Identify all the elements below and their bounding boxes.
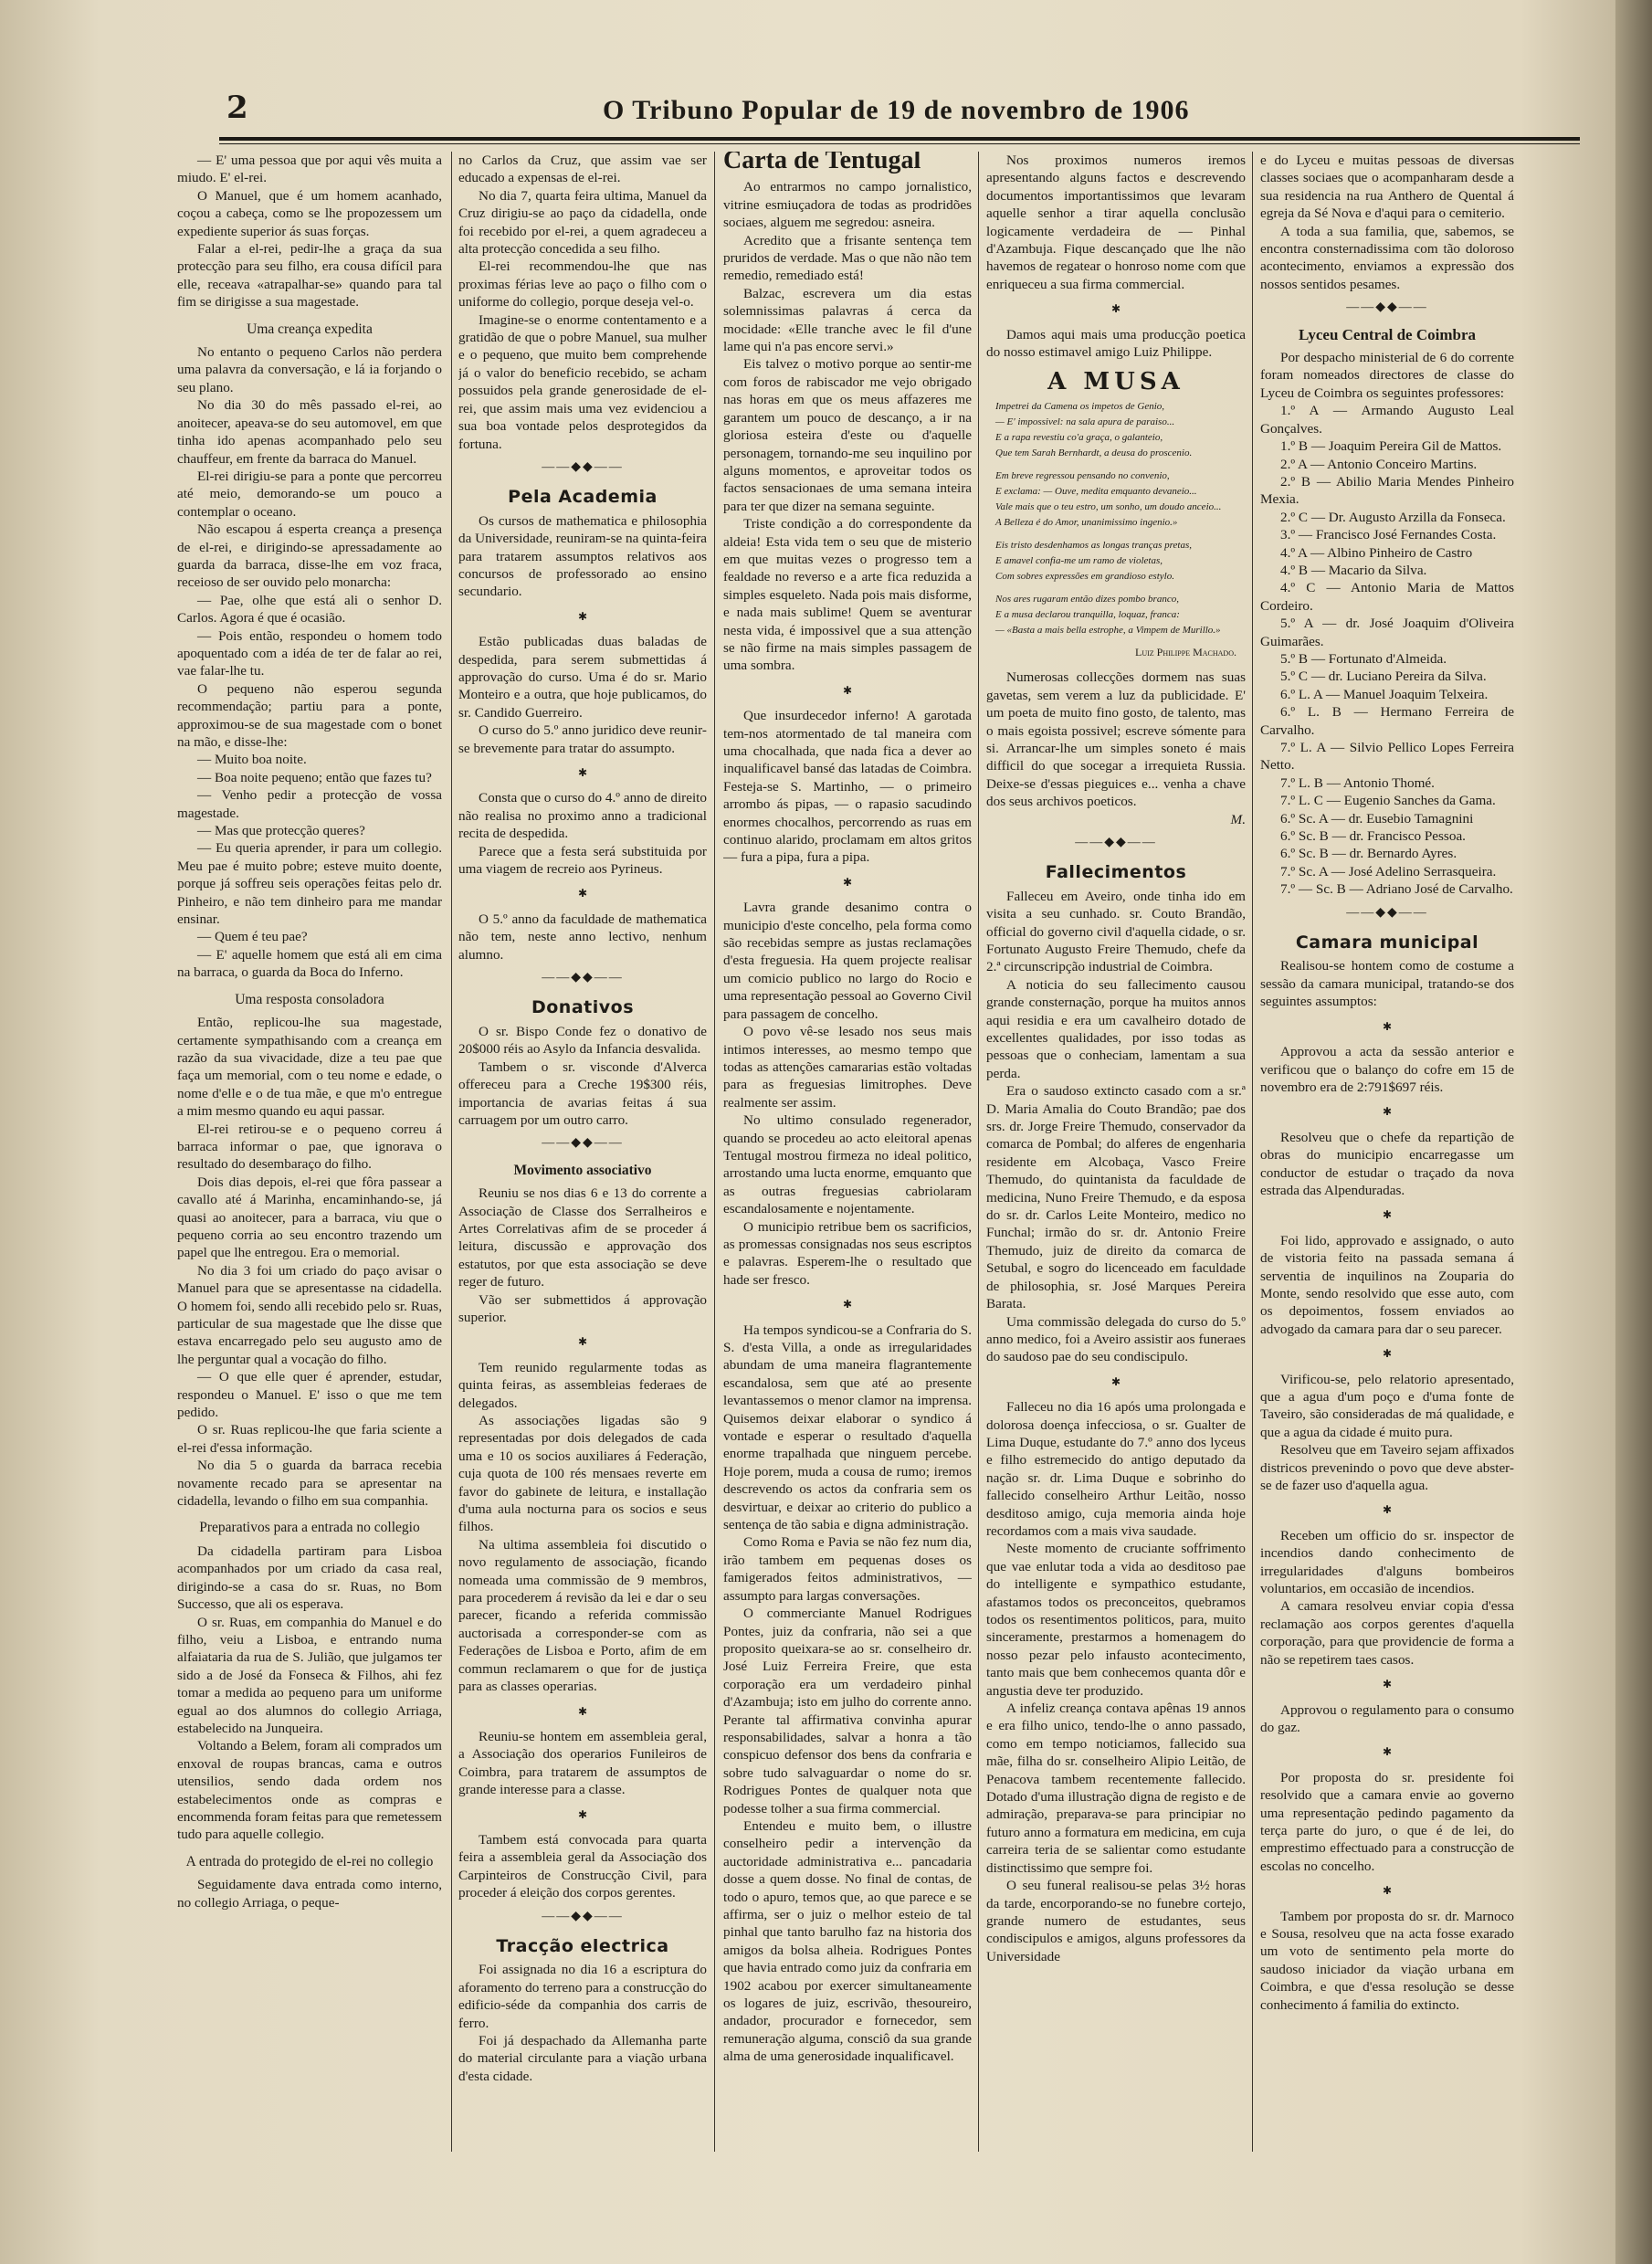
paragraph: El-rei recommendou-lhe que nas proximas férias leve ao paço o filho com o uniforme do collegio, porque deseja vel-o.: [458, 258, 707, 311]
paragraph: Estão publicadas duas baladas de despedida, para serem submettidas á approvação do curso. Uma é do sr. Mario Monteiro e a outra, que hoje publicamos, do sr. Candido Guerreiro.: [458, 634, 707, 721]
poem: [995, 399, 1246, 638]
paragraph: No entanto o pequeno Carlos não perdera uma palavra da conversação, e lá ia forjando o seu plano.: [177, 344, 442, 395]
ornament-divider: ——◆◆——: [542, 971, 624, 985]
list-item: 6.º Sc. B — dr. Bernardo Ayres.: [1280, 846, 1457, 862]
list-item: 6.º L. B — Hermano Ferreira de Carvalho.: [1260, 704, 1514, 738]
list-item: 3.º — Francisco José Fernandes Costa.: [1280, 527, 1497, 543]
header-rule: [219, 137, 1580, 141]
list-item: 2.º A — Antonio Conceiro Martins.: [1280, 456, 1478, 472]
paragraph: A toda a sua familia, que, sabemos, se encontra consternadissima com tão doloroso acontecimento, enviamos a expressão dos nossos sentidos pesames.: [1260, 223, 1514, 292]
paragraph: O 5.º anno da faculdade de mathematica não tem, neste anno lectivo, nenhum alumno.: [458, 911, 707, 963]
column-divider: [1252, 152, 1253, 2152]
poem-line: — «Basta a mais bella estrophe, a Vimpem de Murillo.»: [995, 624, 1221, 636]
list-item: 7.º — Sc. B — Adriano José de Carvalho.: [1280, 881, 1513, 898]
ornament-divider: ——◆◆——: [542, 1909, 624, 1923]
paragraph: Consta que o curso do 4.º anno de direito não realisa no proximo anno a tradicional recita de despedida.: [458, 790, 707, 842]
article-title: Carta de Tentugal: [723, 152, 921, 174]
paragraph: Era o saudoso extincto casado com a sr.ª D. Maria Amalia do Couto Brandão; pae dos srs. dr. Jorge Freire Themudo, conservador da comarca de Pombal; do alferes de engenharia residente em Alcobaça, Vasco Freire Themudo, do quintanista da faculdade de medicina, Nuno Freire Themudo, e da esposa do sr. dr. Carlos Leite Monteiro, medico no Funchal; irmão do sr. dr. Antonio Freire Themudo, juiz de direito da comarca de Setubal, e sogro do licenceado em faculdade de philosophia, sr. José Marques Pereira Barata.: [986, 1083, 1246, 1312]
list-item: 4.º A — Albino Pinheiro de Castro: [1280, 544, 1473, 561]
paragraph: no Carlos da Cruz, que assim vae ser educado a expensas de el-rei.: [458, 153, 707, 186]
paragraph: El-rei dirigiu-se para a ponte que percorreu até meio, demorando-se um pouco a contemplar o oceano.: [177, 468, 442, 520]
paragraph: Imagine-se o enorme contentamento e a gratidão de que o pobre Manuel, sua mulher e o pequeno, que muito bem comprehende já o valor do beneficio recebido, se acham possuidos pela grande generosidade de el-rei, que assim mais uma vez evidenciou a sua boa vontade pelos desprotegidos da fortuna.: [458, 311, 707, 452]
separator-star: ✱: [577, 1335, 588, 1349]
list-item: 1.º A — Armando Augusto Leal Gonçalves.: [1260, 403, 1514, 437]
paragraph: — Eu queria aprender, ir para um collegio. Meu pae é muito pobre; esteve muito doente, porque já soffreu seis operações feitas pelo dr. Pinheiro, e não tem dinheiro para me mandar ensinar.: [177, 840, 442, 928]
paragraph: Seguidamente dava entrada como interno, no collegio Arriaga, o peque-: [177, 1877, 442, 1911]
paragraph: Virificou-se, pelo relatorio apresentado, que a agua d'um poço e d'uma fonte de Taveiro, são consideradas de má qualidade, e que a agua da cidade é muito pura.: [1260, 1371, 1514, 1440]
paragraph: Por despacho ministerial de 6 do corrente foram nomeados directores de classe do Lyceu de Coimbra os seguintes professores:: [1260, 350, 1514, 401]
poem-line: — E' impossivel: na sala apura de paraiso...: [995, 416, 1175, 427]
ornament-divider: ——◆◆——: [542, 459, 624, 474]
paragraph: Falar a el-rei, pedir-lhe a graça da sua protecção para seu filho, era cousa difícil para elle, receava «atrapalhar-se» quando para tal fim se dirigisse a sua magestade.: [177, 241, 442, 311]
paragraph: O sr. Bispo Conde fez o donativo de 20$000 réis ao Asylo da Infancia desvalida.: [458, 1023, 707, 1058]
poem-line: E a rapa revestiu co'a graça, o galanteio,: [995, 431, 1163, 443]
ornament-divider: ——◆◆——: [1346, 905, 1428, 920]
poem-line: Nos ares rugaram então dizes pombo branco,: [995, 593, 1179, 605]
paragraph: Approvou o regulamento para o consumo do gaz.: [1260, 1701, 1514, 1735]
paragraph: Foi assignada no dia 16 a escriptura do aforamento do terreno para a construcção do edificio-séde da companhia dos carris de ferro.: [458, 1962, 707, 2031]
paragraph: No dia 30 do mês passado el-rei, ao anoitecer, apeava-se do seu automovel, em que tinha ido apenas acompanhado pelo seu chauffeur, em frente da barraca do Manuel.: [177, 397, 442, 467]
paragraph: Não escapou á esperta creança a presença de el-rei, e dirigindo-se apressadamente ao guarda da barraca, disse-lhe em voz fraca, receioso de ser ouvido pelo monarcha:: [177, 521, 442, 591]
paragraph: A noticia do seu fallecimento causou grande consternação, porque ha muitos annos aqui residia e era um cavalheiro dotado de excellentes qualidades, por isso todas as pessoas que o conheciam, lamentam a sua perda.: [986, 976, 1246, 1081]
poem-line: Eis tristo desdenhamos as longas tranças pretas,: [995, 539, 1193, 551]
column-2: [458, 152, 707, 2152]
paragraph: Ha tempos syndicou-se a Confraria do S. S. d'esta Villa, a onde as irregularidades abundam de uma maneira flagrantemente escandalosa, sem que até ao presente levantassemos o menor clamor na imprensa. Quisemos deixar elaborar o syndico á vontade e esperar o resultado d'aquella enorme trapalhada que ninguem percebe. Hoje porem, muda a cousa de rumo; iremos descrevendo os actos da confraria sem os desvirtuar, e deixar ao criterio do publico a sentença de tão sabia e digna administração.: [723, 1322, 972, 1533]
paragraph: Uma commissão delegada do curso do 5.º anno medico, foi a Aveiro assistir aos funeraes do saudoso pae do seu condiscipulo.: [986, 1313, 1246, 1365]
column-4: [986, 152, 1246, 2152]
paragraph: — E' aquelle homem que está ali em cima na barraca, o guarda da Boca do Inferno.: [177, 946, 442, 981]
separator-star: ✱: [1382, 1347, 1393, 1361]
page-header: [219, 88, 1580, 133]
paragraph: No ultimo consulado regenerador, quando se procedeu ao acto eleitoral apenas Tentugal mostrou firmeza no ideal politico, arrostando uma lucta enorme, emquanto que as outras freguesias cabriolaram escandalosamente e nojentamente.: [723, 1112, 972, 1217]
paragraph: Receben um officio do sr. inspector de incendios dando conhecimento de irregularidades d'alguns bombeiros voluntarios, em occasião de incendios.: [1260, 1527, 1514, 1597]
list-item: 5.º A — dr. José Joaquim d'Oliveira Guimarães.: [1260, 616, 1514, 649]
poem-signature: Luiz Philippe Machado.: [1134, 645, 1236, 658]
paragraph: Realisou-se hontem como de costume a sessão da camara municipal, tratando-se dos seguintes assumptos:: [1260, 958, 1514, 1010]
list-item: 6.º L. A — Manuel Joaquim Telxeira.: [1280, 686, 1489, 702]
paragraph: Balzac, escrevera um dia estas solemnissimas palavras á cerca da mocidade: «Elle tranche avec le fil d'une lame qui n'a pas encore servi.»: [723, 285, 972, 355]
paragraph: Numerosas collecções dormem nas suas gavetas, sem verem a luz da publicidade. E' um poeta de muito fino gosto, de talento, mas o mais egoista possivel; escreve sómente para si. Arrancar-lhe um simples soneto é mais difficil do que socegar a irrequieta Russia. Deixe-se d'essas pieguices e... venha a chave dos seus archivos poeticos.: [986, 669, 1246, 810]
section-heading: Lyceu Central de Coimbra: [1298, 325, 1477, 343]
list-item: 4.º C — Antonio Maria de Mattos Cordeiro.: [1260, 580, 1514, 614]
paragraph: Que insurdecedor inferno! A garotada tem-nos atormentado de tal maneira com uma chocalhada, que nada fica a dever ao inqualificavel bansé das latadas de Coimbra. Festeja-se S. Martinho, — o primeiro arrombo ás pipas, — o rapasio sacudindo enormes chocalhos, percorrendo as ruas em continuo alarido, proclamam em altos gritos — fura a pipa, fura a pipa.: [723, 708, 972, 866]
paragraph: Reuniu se nos dias 6 e 13 do corrente a Associação de Classe dos Serralheiros e Artes Correlativas afim de se proceder á leitura, discussão e approvação dos estatutos, por que esta associação se deve reger de futuro.: [458, 1185, 707, 1290]
poem-line: Que tem Sarah Bernhardt, a deusa do proscenio.: [995, 447, 1193, 458]
paragraph: As associações ligadas são 9 representadas por dois delegados de cada uma e 10 os socios auxiliares á Federação, cuja quota de 100 rés mensaes reverte em favor do gabinete de leitura, e installação d'uma aula nocturna para os socios e seus filhos.: [458, 1413, 707, 1535]
paragraph: O commerciante Manuel Rodrigues Pontes, juiz da confraria, não sei a que proposito queixara-se ao sr. conselheiro dr. José Luiz Ferreira Freire, que esta corporação era um verdadeiro pinhal d'Azambuja; isto em julho do corrente anno. Perante tal affirmativa convinha apurar responsabilidades, salvar a honra a tão conspicuo defensor dos bens da confraria e sobre tudo salvaguardar o nome do sr. Rodrigues Pontes de qualquer nota que podesse tolher a sua firma commercial.: [723, 1606, 972, 1816]
header-rule-thin: [219, 143, 1580, 144]
paragraph: O Manuel, que é um homem acanhado, coçou a cabeça, como se lhe propozessem um expediente superior ás suas forças.: [177, 187, 442, 239]
list-item: 7.º L. B — Antonio Thomé.: [1280, 774, 1435, 791]
poem-line: Com sobres expressões em grandioso estylo.: [995, 570, 1174, 582]
separator-star: ✱: [842, 1298, 853, 1311]
poem-title: A MUSA: [1047, 368, 1184, 396]
section-heading: Tracção electrica: [496, 1935, 669, 1956]
paragraph: Parece que a festa será substituida por uma viagem de recreio aos Pyrineus.: [458, 843, 707, 878]
poem-line: E a musa declarou tranquilla, loquaz, franca:: [995, 608, 1180, 620]
paragraph: Por proposta do sr. presidente foi resolvido que a camara envie ao governo uma representação pedindo pagamento da terça parte do juro, o que é de lei, do emprestimo effectuado para a construcção de escolas no concelho.: [1260, 1769, 1514, 1874]
separator-star: ✱: [577, 1807, 588, 1821]
paragraph: No dia 7, quarta feira ultima, Manuel da Cruz dirigiu-se ao paço da cidadella, onde foi recebido por el-rei, a quem agradeceu a alta protecção concedida a seu filho.: [458, 187, 707, 258]
list-item: 1.º B — Joaquim Pereira Gil de Mattos.: [1280, 438, 1502, 455]
separator-star: ✱: [1382, 1745, 1393, 1759]
paragraph: Nos proximos numeros iremos apresentando alguns factos e descrevendo documentos importantissimos que levaram aquelle senhor a tirar aquella conclusão logicamente verdadeira de — Pinhal d'Azambuja. Fique descançado que lhe não havemos de regatear o honroso nome com que enriqueceu a sua firma commercial.: [986, 153, 1246, 292]
paragraph: Foi lido, approvado e assignado, o auto de vistoria feito na passada semana á serventia de inquilinos na Zouparia do Monte, sendo resolvido que esse auto, com os depoimentos, fossem enviados ao advogado da camara para dar o seu parecer.: [1260, 1232, 1514, 1337]
column-3: [723, 152, 972, 2152]
paragraph: — Pois então, respondeu o homem todo apoquentado com a idéa de ter de falar ao rei, vae falar-lhe tu.: [177, 627, 442, 679]
ornament-divider: ——◆◆——: [1075, 835, 1157, 849]
paragraph: Os cursos de mathematica e philosophia da Universidade, reuniram-se na quinta-feira para tratarem assumptos relativos aos concursos de professorado ao ensino secundario.: [458, 512, 707, 600]
separator-star: ✱: [1382, 1678, 1393, 1691]
list-item: 7.º L. A — Silvio Pellico Lopes Ferreira Netto.: [1260, 740, 1514, 774]
paragraph: A infeliz creança contava apênas 19 annos e era filho unico, tendo-lhe o anno passado, como em tempo noticiamos, fallecido sua mãe, filha do sr. conselheiro Alipio Leitão, de Penacova tambem recentemente fallecido. Dotado d'uma illustração digna de registo e de admiração, preparava-se para principiar no futuro anno a formatura em medicina, em cuja carreira teria de se salientar como estudante distinctissimo que sempre foi.: [986, 1701, 1246, 1876]
masthead: O Tribuno Popular de 19 de novembro de 1906: [603, 95, 1190, 125]
paragraph: A camara resolveu enviar copia d'essa reclamação aos corpos gerentes d'aquella corporação, para que providencie de forma a não se repetirem taes casos.: [1260, 1598, 1514, 1668]
paragraph: Triste condição a do correspondente da aldeia! Esta vida tem o seu que de misterio em que muitas vezes o progresso tem a fealdade no reverso e a arte fica reduzida a simples esqueleto. Nada pois mais disforme, e nada mais sublime! Quem se aventurar nesta vida, é impossivel que a sua attenção se não firme na mais simples passagem de uma sombra.: [723, 516, 972, 674]
paragraph: Na ultima assembleia foi discutido o novo regulamento de associação, ficando nomeada uma commissão de 9 membros, para procederem á revisão da lei e dar o seu parecer, ficando a referida commissão auctorisada a corresponder-se com as Federações de Lisboa e Porto, afim de em commun reclamarem o que for de justiça para as classes operarias.: [458, 1536, 707, 1695]
subheading: Preparativos para a entrada no collegio: [199, 1520, 420, 1536]
paragraph: O seu funeral realisou-se pelas 3½ horas da tarde, encorporando-se no funebre cortejo, grande numero de estudantes, seus condiscipulos e amigos, alguns professores da Universidade: [986, 1878, 1246, 1964]
paragraph: Reuniu-se hontem em assembleia geral, a Associação dos operarios Funileiros de Coimbra, para tratarem de assumptos de grande interesse para a classe.: [458, 1728, 707, 1798]
separator-star: ✱: [1382, 1208, 1393, 1222]
paragraph: — Venho pedir a protecção de vossa magestade.: [177, 787, 442, 821]
paragraph: Resolveu que o chefe da repartição de obras do municipio encarregasse um conductor de estudar o traçado da nova estrada das Alpenduradas.: [1260, 1129, 1514, 1198]
separator-star: ✱: [842, 683, 853, 697]
separator-star: ✱: [577, 1704, 588, 1718]
list-item: 6.º Sc. B — dr. Francisco Pessoa.: [1280, 828, 1466, 845]
paragraph: Entendeu e muito bem, o illustre conselheiro pedir a intervenção da auctoridade administrativa e... pancadaria dosse a quem dosse. No final de contas, de todo o apuro, temos que, ao que parece e se affirma, ser o juiz o melhor esteio de tal pinhal que tanto barulho faz na historia dos amigos da bolsa alheia. Rodrigues Pontes que havia entrado como juiz da confraria em 1902 acabou por exercer simultaneamente os logares de juiz, escrivão, thesoureiro, andador, procurador e fornecedor, sem remuneração alguma, consciô da sua grande alma de uma generosidade inqualificavel.: [723, 1817, 972, 2065]
paragraph: Ao entrarmos no campo jornalistico, vitrine esmiuçadora de todas as prodridões sociaes, alguem me segredou: asneira.: [723, 179, 972, 231]
separator-star: ✱: [1382, 1019, 1393, 1033]
paragraph: — Muito boa noite.: [197, 752, 307, 768]
paragraph: Neste momento de cruciante soffrimento que vae enlutar toda a vida ao desditoso pae do intelligente e sympathico estudante, afastamos todos os preconceitos, quebramos todos os resentimentos politicos, para, muito sinceramente, prestarmos a homenagem do nosso pezar pelo infausto acontecimento, tanto mais que bem conhecemos quanta dôr e angustia deve ter produzido.: [986, 1541, 1246, 1699]
paragraph: El-rei retirou-se e o pequeno correu á barraca informar o pae, que ignorava o resultado do desembaraço do filho.: [177, 1121, 442, 1173]
section-heading: Camara municipal: [1295, 932, 1479, 953]
separator-star: ✱: [1382, 1503, 1393, 1517]
paragraph: Eis talvez o motivo porque ao sentir-me com foros de rabiscador me vejo obrigado nas horas em que os meus affazeres me garantem um pouco de descanço, a ir na gloriosa esteira d'este ou d'aquelle personagem, tornando-me seu inquilino por alguns momentos, e aproveitar todos os factos sensacionaes de uma semana inteira para ter que dizer na semana seguinte.: [723, 356, 972, 514]
paragraph: — Mas que protecção queres?: [197, 823, 365, 839]
paragraph: — Quem é teu pae?: [197, 929, 308, 945]
subheading: A entrada do protegido de el-rei no collegio: [185, 1853, 434, 1869]
poem-line: Em breve regressou pensando no convenio,: [995, 469, 1170, 481]
ornament-divider: ——◆◆——: [542, 1136, 624, 1151]
list-item: 7.º L. C — Eugenio Sanches da Gama.: [1280, 793, 1496, 809]
paragraph: No dia 5 o guarda da barraca recebia novamente recado para se apresentar na cidadella, levando o filho em sua companhia.: [177, 1458, 442, 1510]
paragraph: Foi já despachado da Allemanha parte do material circulante para a viação urbana d'esta cidade.: [458, 2033, 707, 2084]
paragraph: O curso do 5.º anno juridico deve reunir-se brevemente para tratar do assumpto.: [458, 722, 707, 756]
separator-star: ✱: [1382, 1105, 1393, 1119]
separator-star: ✱: [577, 887, 588, 900]
paragraph: Tambem o sr. visconde d'Alverca offereceu para a Creche 19$300 réis, importancia de avarias feitas á sua carruagem por um outro carro.: [458, 1058, 707, 1128]
separator-star: ✱: [842, 875, 853, 889]
column-5: [1260, 152, 1514, 2152]
section-heading: Fallecimentos: [1045, 862, 1187, 883]
paragraph: Vão ser submettidos á approvação superior.: [458, 1291, 707, 1325]
paragraph: — Boa noite pequeno; então que fazes tu?: [197, 769, 432, 785]
list-item: 4.º B — Macario da Silva.: [1280, 562, 1427, 578]
list-item: 2.º C — Dr. Augusto Arzilla da Fonseca.: [1280, 509, 1506, 525]
paragraph: Da cidadella partiram para Lisboa acompanhados por um criado da casa real, dirigindo-se a casa do sr. Ruas, no Bom Successo, que ali os esperava.: [177, 1543, 442, 1613]
paragraph: Voltando a Belem, foram ali comprados um enxoval de roupas brancas, cama e outros utensilios, sendo dada ordem nos estabelecimentos onde as compras e encommenda foram feitas para que remetessem tudo para aquelle collegio.: [177, 1738, 442, 1843]
paragraph: Dois dias depois, el-rei que fôra passear a cavallo até á Marinha, encaminhando-se, já quasi ao anoitecer, para a barraca, viu que o pequeno corria ao seu encontro trazendo um papel que lhe entregou. Era o memorial.: [177, 1174, 442, 1261]
paragraph: O sr. Ruas replicou-lhe que faria sciente a el-rei d'essa informação.: [177, 1422, 442, 1456]
paragraph: O municipio retribue bem os sacrificios, as promessas consignadas nos seus escriptos e palavras. Esperem-lhe o resultado que hade ser fresco.: [723, 1218, 972, 1288]
paragraph: Tambem está convocada para quarta feira a assembleia geral da Associação dos Carpinteiros de Construcção Civil, para proceder á eleição dos corpos gerentes.: [458, 1831, 707, 1901]
poem-line: Impetrei da Camena os impetos de Genio,: [995, 400, 1165, 412]
poem-line: E amavel confia-me um ramo de violetas,: [995, 554, 1163, 566]
paragraph: Damos aqui mais uma producção poetica do nosso estimavel amigo Luiz Philippe.: [986, 326, 1246, 361]
section-heading: Movimento associativo: [513, 1162, 652, 1178]
paragraph: O sr. Ruas, em companhia do Manuel e do filho, veiu a Lisboa, e entrando numa alfaiataria da rua de S. Julião, que julgamos ter sido a de José da Fonseca & Filhos, ahi fez tomar a medida ao pequeno para um uniforme egual ao dos alumnos do collegio Arriaga, estabelecido na Junqueira.: [177, 1614, 442, 1736]
directors-list: [1260, 402, 1514, 898]
paragraph: — E' uma pessoa que por aqui vês muita a miudo. E' el-rei.: [177, 153, 442, 186]
list-item: 5.º C — dr. Luciano Pereira da Silva.: [1280, 669, 1487, 685]
paragraph: Approvou a acta da sessão anterior e verificou que o balanço do cofre em 15 de novembro era de 2:791$697 réis.: [1260, 1044, 1514, 1095]
paragraph: — O que elle quer é aprender, estudar, respondeu o Manuel. E' isso o que me tem pedido.: [177, 1369, 442, 1421]
ornament-divider: ——◆◆——: [1346, 300, 1428, 315]
paragraph: Acredito que a frisante sentença tem pruridos de verdade. Mas o que não não tem remedio, remediado está!: [723, 232, 972, 284]
paragraph: O povo vê-se lesado nos seus mais intimos interesses, ao mesmo tempo que todas as attenções camararias estão voltadas para as freguesias limitrophes. Deve realmente ser assim.: [723, 1024, 972, 1111]
list-item: 5.º B — Fortunato d'Almeida.: [1280, 650, 1447, 667]
paragraph: — Pae, olhe que está ali o senhor D. Carlos. Agora é que é ocasião.: [177, 592, 442, 627]
list-item: 7.º Sc. A — José Adelino Serrasqueira.: [1280, 863, 1497, 879]
section-heading: Pela Academia: [508, 487, 658, 508]
list-item: 2.º B — Abilio Maria Mendes Pinheiro Mexia.: [1260, 473, 1514, 508]
subheading: Uma resposta consoladora: [235, 991, 384, 1007]
separator-star: ✱: [577, 609, 588, 623]
paragraph: Falleceu no dia 16 após uma prolongada e dolorosa doença infecciosa, o sr. Gualter de Lima Duque, estudante do 7.º anno dos lyceus e filho estremecido do antigo deputado da nação sr. dr. Lima Duque e sobrinho do fallecido conselheiro Arthur Leitão, nosso desditoso amigo, cuja memoria ainda hoje recordamos com a mais viva saudade.: [986, 1399, 1246, 1539]
column-divider: [978, 152, 979, 2152]
column-divider: [714, 152, 715, 2152]
paragraph: Tambem por proposta do sr. dr. Marnoco e Sousa, resolveu que na acta fosse exarado um voto de sentimento pela morte do saudoso iniciador da viação urbana em Coimbra, e que d'essa resolução se desse conhecimento á familia do extincto.: [1260, 1908, 1514, 2013]
section-heading: Donativos: [531, 997, 634, 1018]
paragraph: Resolveu que em Taveiro sejam affixados districos prevenindo o povo que deve abster-se de fazer uso d'aquella agua.: [1260, 1442, 1514, 1494]
paragraph: Então, replicou-lhe sua magestade, certamente sympathisando com a creança em razão da sua vivacidade, dize a teu pae que faça um memorial, com o teu nome e edade, o nome d'elle e o de tua mãe, e que m'o entregue a mim mesmo quando eu aqui passar.: [177, 1015, 442, 1120]
paragraph: Como Roma e Pavia se não fez num dia, irão tambem em pequenas doses os famigerados feitos administrativos, — assumpto para largas conversações.: [723, 1534, 972, 1604]
column-divider: [451, 152, 452, 2152]
page-edge-shadow: [1615, 0, 1652, 2264]
page-number: 2: [226, 90, 248, 126]
poem-line: Vale mais que o teu estro, um sonho, um doudo anceio...: [995, 500, 1222, 512]
separator-star: ✱: [1110, 302, 1121, 316]
column-1: [177, 152, 442, 2152]
signature-initial: M.: [1230, 811, 1246, 827]
paragraph: No dia 3 foi um criado do paço avisar o Manuel para que se apresentasse na cidadella. O homem foi, sendo alli recebido pelo sr. Ruas, particular de sua magestade que lhe disse que estava encarregado pelo seu augusto amo de lhe perguntar qual a vocação do filho.: [177, 1262, 442, 1367]
separator-star: ✱: [1110, 1374, 1121, 1388]
separator-star: ✱: [577, 766, 588, 779]
paragraph: Tem reunido regularmente todas as quinta feiras, as assembleias federaes de delegados.: [458, 1359, 707, 1411]
paragraph: O pequeno não esperou segunda recommendação; partiu para a ponte, approximou-se de sua magestade com o bonet na mão, e disse-lhe:: [177, 680, 442, 750]
paragraph: Falleceu em Aveiro, onde tinha ido em visita a seu cunhado. sr. Couto Brandão, official do governo civil d'aquella cidade, o sr. Fortunato Augusto Freire Themudo, chefe da 2.ª circunscripção industrial de Coimbra.: [986, 888, 1246, 975]
paragraph: e do Lyceu e muitas pessoas de diversas classes sociaes que o acompanharam desde a sua residencia na rua Anthero de Quental á egreja da Sé Nova e d'aqui para o cemiterio.: [1260, 153, 1514, 222]
subheading: Uma creança expedita: [247, 321, 373, 337]
poem-line: A Belleza é do Amor, unanimissimo ingenio.»: [995, 516, 1178, 528]
separator-star: ✱: [1382, 1884, 1393, 1898]
poem-line: E exclama: — Ouve, medita emquanto devaneio...: [995, 485, 1197, 497]
paragraph: Lavra grande desanimo contra o municipio d'este concelho, pela forma como são recebidas sempre as justas reclamações d'esta freguesia. Ha quem projecte realisar um comicio publico no largo do Rocio e uma representação pessoal ao Governo Civil para passagem de concelho.: [723, 900, 972, 1022]
list-item: 6.º Sc. A — dr. Eusebio Tamagnini: [1280, 810, 1474, 827]
